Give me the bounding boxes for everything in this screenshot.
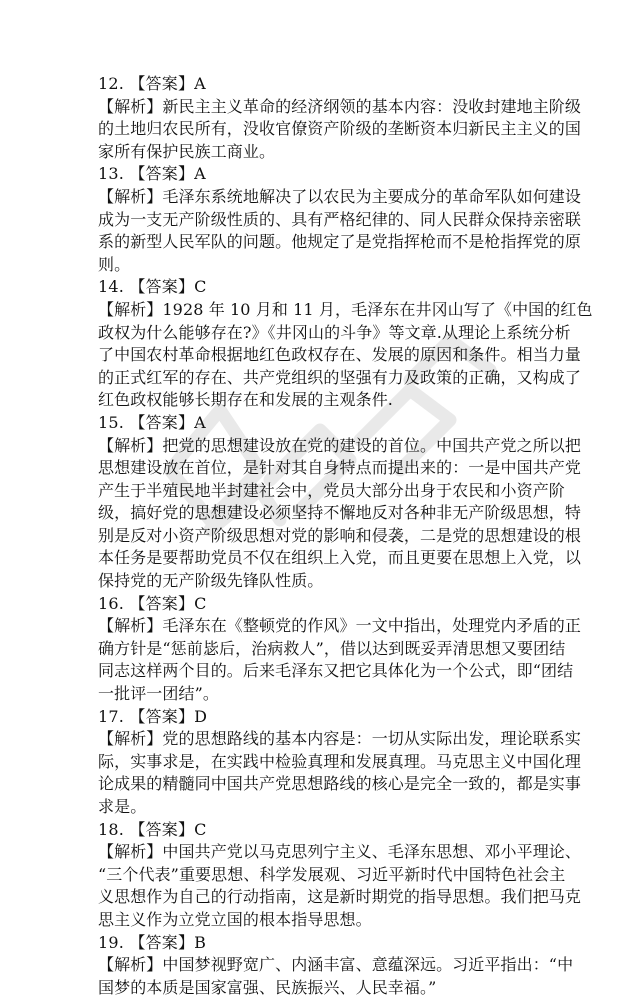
- answer-document: [98, 73, 593, 999]
- analysis-line: 保持党的无产阶级先锋队性质。: [98, 571, 324, 591]
- analysis-line: 国梦的本质是国家富强、民族振兴、人民幸福。”: [98, 977, 437, 997]
- analysis-line: 产生于半殖民地半封建社会中，党员大部分出身于农民和小资产阶: [98, 480, 565, 500]
- question-number: 18.: [98, 819, 125, 839]
- answer-label: 【答案】C: [129, 277, 207, 297]
- analysis-line: 【解析】毛泽东系统地解决了以农民为主要成分的革命军队如何建设: [98, 186, 582, 206]
- analysis-line: 思想建设放在首位，是针对其自身特点而提出来的：一是中国共产党: [98, 458, 582, 478]
- analysis-line: 【解析】中国共产党以马克思列宁主义、毛泽东思想、邓小平理论、: [98, 842, 582, 862]
- analysis-line: 【解析】毛泽东在《整顿党的作风》一文中指出，处理党内矛盾的正: [98, 616, 582, 636]
- answer-label: 【答案】A: [129, 74, 206, 93]
- analysis-line: “三个代表”重要思想、科学发展观、习近平新时代中国特色社会主: [98, 864, 566, 884]
- analysis-line: 【解析】党的思想路线的基本内容是：一切从实际出发，理论联系实: [98, 729, 582, 749]
- analysis-line: 成为一支无产阶级性质的、具有严格纪律的、同人民群众保持亲密联: [98, 209, 582, 229]
- analysis-line: 的正式红军的存在、共产党组织的坚强有力及政策的正确，又构成了: [98, 367, 582, 387]
- analysis-line: 【解析】把党的思想建设放在党的建设的首位。中国共产党之所以把: [98, 435, 582, 455]
- answer-label: 【答案】C: [129, 819, 207, 839]
- question-number: 19.: [98, 932, 125, 952]
- analysis-line: 论成果的精髓同中国共产党思想路线的核心是完全一致的，都是实事: [98, 774, 582, 794]
- answer-label: 【答案】D: [129, 706, 208, 726]
- analysis-line: 求是。: [98, 797, 147, 816]
- analysis-line: 际，实事求是，在实践中检验真理和发展真理。马克思主义中国化理: [98, 751, 582, 771]
- analysis-line: 系的新型人民军队的问题。他规定了是党指挥枪而不是枪指挥党的原: [98, 232, 582, 252]
- analysis-line: 级，搞好党的思想建设必须坚持不懈地反对各种非无产阶级思想，特: [98, 503, 582, 523]
- analysis-line: 的土地归农民所有，没收官僚资产阶级的垄断资本归新民主主义的国: [98, 119, 582, 139]
- analysis-line: 【解析】新民主主义革命的经济纲领的基本内容：没收封建地主阶级: [98, 96, 582, 116]
- answer-line: [98, 819, 556, 842]
- analysis-line: 【解析】中国梦视野宽广、内涵丰富、意蕴深远。习近平指出：“中: [98, 955, 574, 975]
- question-number: 12.: [98, 74, 125, 93]
- analysis-line: 了中国农村革命根据地红色政权存在、发展的原因和条件。相当力量: [98, 345, 582, 365]
- question-number: 14.: [98, 277, 125, 297]
- answer-line: [98, 163, 556, 186]
- answer-line: [98, 276, 556, 299]
- analysis-line: 红色政权能够长期存在和发展的主观条件.: [98, 390, 393, 410]
- question-number: 17.: [98, 706, 125, 726]
- analysis-line: 确方针是“惩前毖后，治病救人”，借以达到既妥弄清思想又要团结: [98, 638, 566, 658]
- analysis-line: 则。: [98, 254, 131, 274]
- question-number: 16.: [98, 593, 125, 613]
- question-number: 15.: [98, 412, 125, 432]
- question-number: 13.: [98, 164, 125, 184]
- analysis-line: 别是反对小资产阶级思想对党的影响和侵袭，二是党的思想建设的根: [98, 525, 582, 545]
- analysis-line: 思主义作为立党立国的根本指导思想。: [98, 909, 372, 929]
- answer-line: [98, 932, 556, 955]
- analysis-line: 同志这样两个目的。后来毛泽东又把它具体化为一个公式，即“团结: [98, 661, 574, 681]
- analysis-line: 政权为什么能够存在?》《井冈山的斗争》等文章.从理论上系统分析: [98, 322, 571, 342]
- answer-line: [98, 73, 556, 96]
- analysis-line: 本任务是要帮助党员不仅在组织上入党，而且更要在思想上入党，以: [98, 548, 582, 568]
- answer-line: [98, 706, 556, 729]
- answer-label: 【答案】B: [129, 932, 207, 952]
- analysis-line: 【解析】1928 年 10 月和 11 月，毛泽东在井冈山写了《中国的红色: [98, 299, 593, 319]
- answer-line: [98, 593, 556, 616]
- analysis-line: 一批评一团结”。: [98, 684, 219, 704]
- answer-label: 【答案】A: [129, 412, 206, 432]
- analysis-line: 义思想作为自己的行动指南，这是新时期党的指导思想。我们把马克: [98, 887, 582, 907]
- answer-label: 【答案】A: [129, 164, 206, 184]
- answer-label: 【答案】C: [129, 593, 207, 613]
- answer-line: [98, 412, 556, 435]
- analysis-line: 家所有保护民族工商业。: [98, 141, 276, 161]
